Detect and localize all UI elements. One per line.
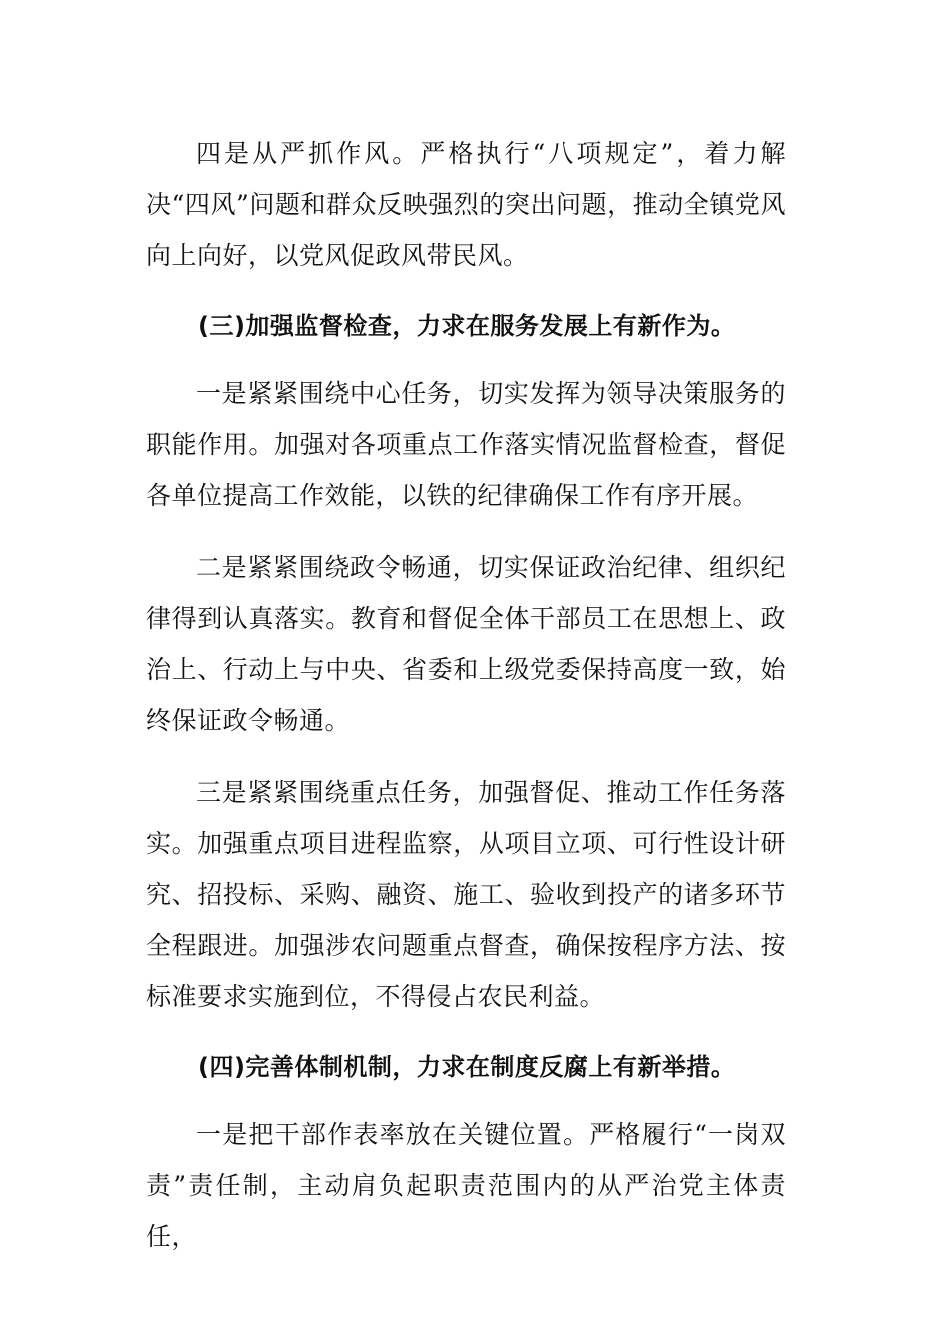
paragraph-3: 二是紧紧围绕政令畅通，切实保证政治纪律、组织纪律得到认真落实。教育和督促全体干部员工在思想上、政治上、行动上与中央、省委和上级党委保持高度一致，始终保证政令畅通。 (146, 553, 786, 735)
paragraph-1: 四是从严抓作风。严格执行“八项规定”，着力解决“四风”问题和群众反映强烈的突出问题，推动全镇党风向上向好，以党风促政风带民风。 (146, 139, 786, 270)
document-body (146, 128, 786, 1283)
paragraph-2: 一是紧紧围绕中心任务，切实发挥为领导决策服务的职能作用。加强对各项重点工作落实情况监督检查，督促各单位提高工作效能，以铁的纪律确保工作有序开展。 (146, 379, 786, 510)
paragraph-4: 三是紧紧围绕重点任务，加强督促、推动工作任务落实。加强重点项目进程监察，从项目立项、可行性设计研究、招投标、采购、融资、施工、验收到投产的诸多环节全程跟进。加强涉农问题重点督查，确保按程序方法、按标准要求实施到位，不得侵占农民利益。 (146, 778, 786, 1011)
section-heading-4: (四)完善体制机制，力求在制度反腐上有新举措。 (198, 1053, 736, 1081)
section-heading-3: (三)加强监督检查，力求在服务发展上有新作为。 (198, 312, 736, 340)
paragraph-5: 一是把干部作表率放在关键位置。严格履行“一岗双责”责任制，主动肩负起职责范围内的从严治党主体责任， (146, 1120, 786, 1251)
